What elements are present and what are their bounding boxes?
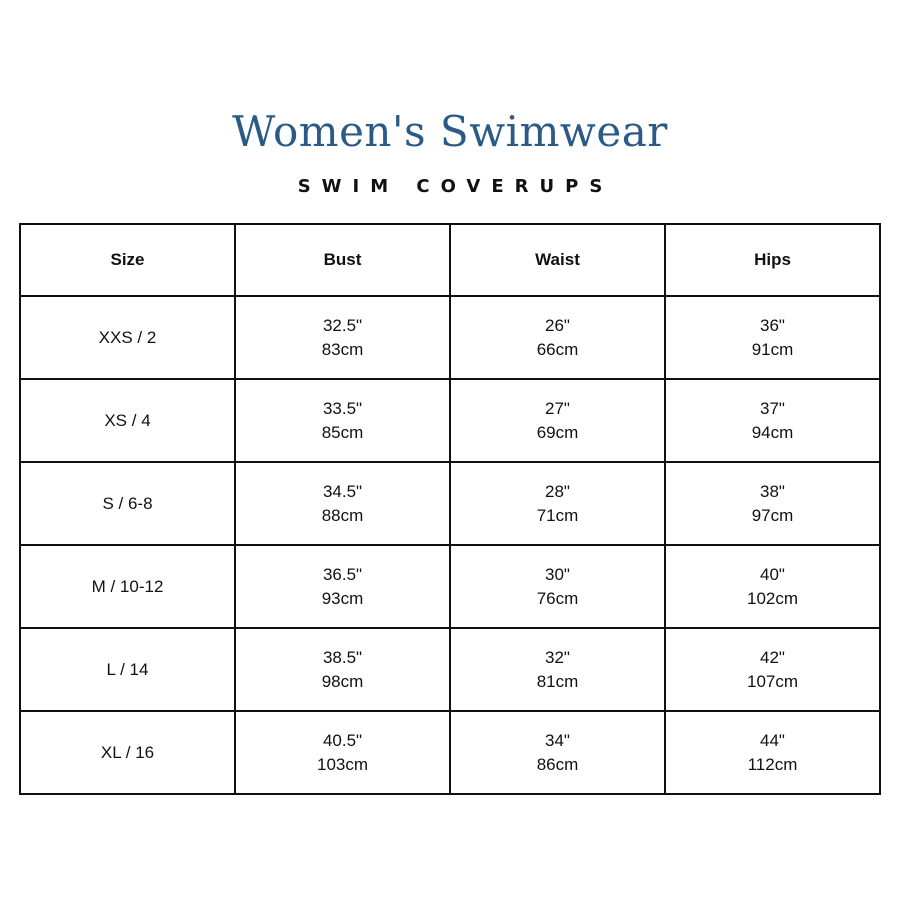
- table-row: [20, 545, 880, 628]
- header-bust: Bust: [235, 224, 450, 296]
- hips-inches: 42": [760, 647, 785, 667]
- bust-inches: 40.5": [322, 730, 363, 750]
- bust-cm: 98cm: [321, 671, 364, 691]
- waist-inches: 32": [545, 647, 570, 667]
- waist-inches: 26": [545, 315, 570, 335]
- hips-cm: 97cm: [751, 505, 794, 525]
- waist-cell: [450, 379, 665, 462]
- size-cell: S / 6-8: [20, 462, 235, 545]
- page-subtitle: SWIM COVERUPS: [297, 176, 614, 197]
- bust-cell: [235, 545, 450, 628]
- bust-cm: 103cm: [316, 754, 369, 774]
- hips-cell: [665, 379, 880, 462]
- hips-cell: [665, 628, 880, 711]
- bust-cell: [235, 711, 450, 794]
- bust-cell: [235, 628, 450, 711]
- bust-inches: 38.5": [322, 647, 363, 667]
- bust-inches: 34.5": [322, 481, 363, 501]
- bust-inches: 32.5": [322, 315, 363, 335]
- table-row: [20, 296, 880, 379]
- bust-cm: 85cm: [321, 422, 364, 442]
- header-waist: Waist: [450, 224, 665, 296]
- waist-cm: 71cm: [536, 505, 579, 525]
- bust-cm: 88cm: [321, 505, 364, 525]
- table-row: [20, 462, 880, 545]
- bust-cm: 93cm: [321, 588, 364, 608]
- waist-cm: 81cm: [536, 671, 579, 691]
- hips-cell: [665, 296, 880, 379]
- waist-cm: 66cm: [536, 339, 579, 359]
- hips-inches: 38": [760, 481, 785, 501]
- bust-cell: [235, 296, 450, 379]
- waist-cm: 69cm: [536, 422, 579, 442]
- hips-cm: 107cm: [746, 671, 799, 691]
- waist-cell: [450, 711, 665, 794]
- waist-cell: [450, 296, 665, 379]
- size-chart-table: [19, 223, 881, 795]
- waist-cm: 86cm: [536, 754, 579, 774]
- size-cell: M / 10-12: [20, 545, 235, 628]
- size-cell: XL / 16: [20, 711, 235, 794]
- bust-cell: [235, 462, 450, 545]
- hips-cm: 94cm: [751, 422, 794, 442]
- waist-cell: [450, 628, 665, 711]
- hips-cell: [665, 545, 880, 628]
- hips-cell: [665, 711, 880, 794]
- header-size: Size: [20, 224, 235, 296]
- waist-cell: [450, 545, 665, 628]
- hips-cell: [665, 462, 880, 545]
- size-cell: XXS / 2: [20, 296, 235, 379]
- size-cell: XS / 4: [20, 379, 235, 462]
- hips-inches: 36": [760, 315, 785, 335]
- waist-cell: [450, 462, 665, 545]
- table-row: [20, 711, 880, 794]
- bust-inches: 36.5": [322, 564, 363, 584]
- hips-cm: 91cm: [751, 339, 794, 359]
- header-hips: Hips: [665, 224, 880, 296]
- waist-cm: 76cm: [536, 588, 579, 608]
- hips-cm: 112cm: [747, 754, 798, 774]
- waist-inches: 28": [545, 481, 570, 501]
- table-row: [20, 379, 880, 462]
- waist-inches: 27": [545, 398, 570, 418]
- hips-inches: 37": [760, 398, 785, 418]
- hips-inches: 44": [760, 730, 785, 750]
- bust-cm: 83cm: [321, 339, 364, 359]
- waist-inches: 30": [545, 564, 570, 584]
- page-title: Women's Swimwear: [232, 107, 668, 156]
- size-cell: L / 14: [20, 628, 235, 711]
- hips-inches: 40": [760, 564, 785, 584]
- table-header-row: [20, 224, 880, 296]
- waist-inches: 34": [545, 730, 570, 750]
- hips-cm: 102cm: [746, 588, 799, 608]
- bust-inches: 33.5": [322, 398, 363, 418]
- table-row: [20, 628, 880, 711]
- bust-cell: [235, 379, 450, 462]
